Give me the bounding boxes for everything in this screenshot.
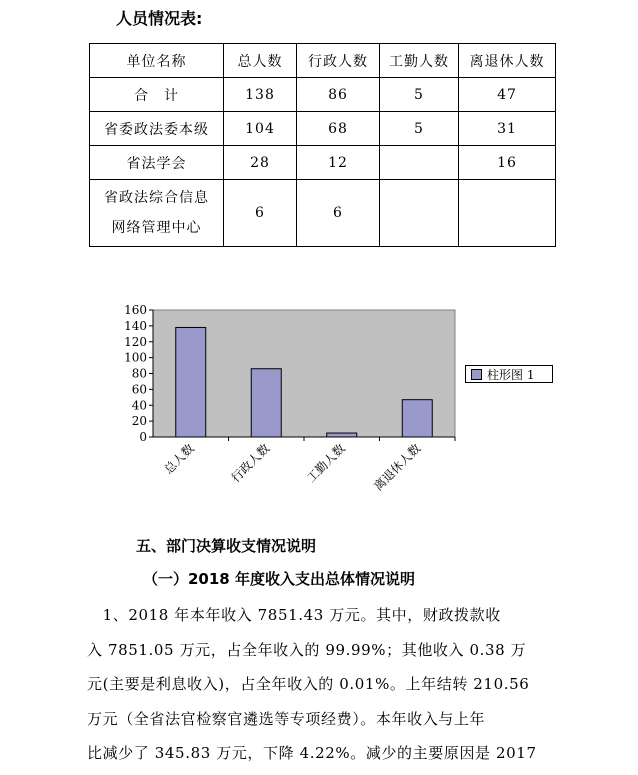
table-cell: 12 [297,146,380,180]
y-tick-label: 120 [124,334,147,349]
y-tick-label: 0 [139,430,147,444]
table-cell: 合 计 [90,78,224,112]
bar [402,400,432,437]
bar [327,433,357,437]
paragraph-line: 入 7851.05 万元，占全年收入的 99.99%；其他收入 0.38 万 [87,640,527,659]
table-cell [90,180,224,247]
x-tick-label: 离退休人数 [371,441,424,494]
y-tick-label: 160 [124,303,147,317]
table-cell: 138 [224,78,297,112]
y-tick-label: 20 [131,414,147,429]
x-tick-label: 工勤人数 [304,441,348,486]
table-cell: 86 [297,78,380,112]
staff-bar-chart [110,300,570,500]
staff-table [89,43,556,247]
y-tick-label: 140 [124,318,147,333]
table-cell: 16 [459,146,556,180]
y-tick-label: 80 [131,366,147,381]
subsection-title: （一）2018 年度收入支出总体情况说明 [143,570,415,588]
table-row [90,146,556,180]
paragraph-line: 万元（全省法官检察官遴选等专项经费）。本年收入与上年 [87,709,486,728]
table-header-row [90,44,556,78]
table-cell [380,180,459,247]
legend-swatch [471,369,482,380]
x-tick-label: 总人数 [161,441,197,477]
table-cell: 68 [297,112,380,146]
table-cell: 47 [459,78,556,112]
cell-line: 网络管理中心 [111,220,202,236]
table-row [90,112,556,146]
table-cell: 省委政法委本级 [90,112,224,146]
table-cell: 省法学会 [90,146,224,180]
table-row [90,78,556,112]
chart-svg [110,300,570,500]
bar [176,327,206,437]
section-title: 五、部门决算收支情况说明 [136,537,317,555]
bar [251,369,281,437]
table-cell [380,146,459,180]
table-cell [459,180,556,247]
cell-line: 省政法综合信息 [104,190,209,206]
header-cell: 行政人数 [297,44,380,78]
header-cell: 工勤人数 [380,44,459,78]
header-cell: 总人数 [224,44,297,78]
header-cell: 离退休人数 [459,44,556,78]
table-cell: 6 [297,180,380,247]
legend-label: 柱形图 1 [487,367,535,382]
paragraph-line: 1、2018 年本年收入 7851.43 万元。其中，财政拨款收 [87,606,501,624]
paragraph-line: 比减少了 345.83 万元，下降 4.22%。减少的主要原因是 2017 [87,744,537,762]
table-cell: 28 [224,146,297,180]
paragraph-line: 元(主要是利息收入)，占全年收入的 0.01%。上年结转 210.56 [87,675,530,693]
y-tick-label: 60 [131,382,147,397]
table-cell: 104 [224,112,297,146]
table-row [90,180,556,247]
table-cell: 31 [459,112,556,146]
header-cell: 单位名称 [90,44,224,78]
table-cell: 5 [380,112,459,146]
table-heading: 人员情况表: [116,9,203,28]
x-tick-label: 行政人数 [228,441,273,486]
body-paragraph [87,598,565,771]
table-cell: 5 [380,78,459,112]
y-tick-label: 100 [124,350,147,365]
chart-legend [465,365,553,383]
table-cell: 6 [224,180,297,247]
y-tick-label: 40 [131,398,147,413]
